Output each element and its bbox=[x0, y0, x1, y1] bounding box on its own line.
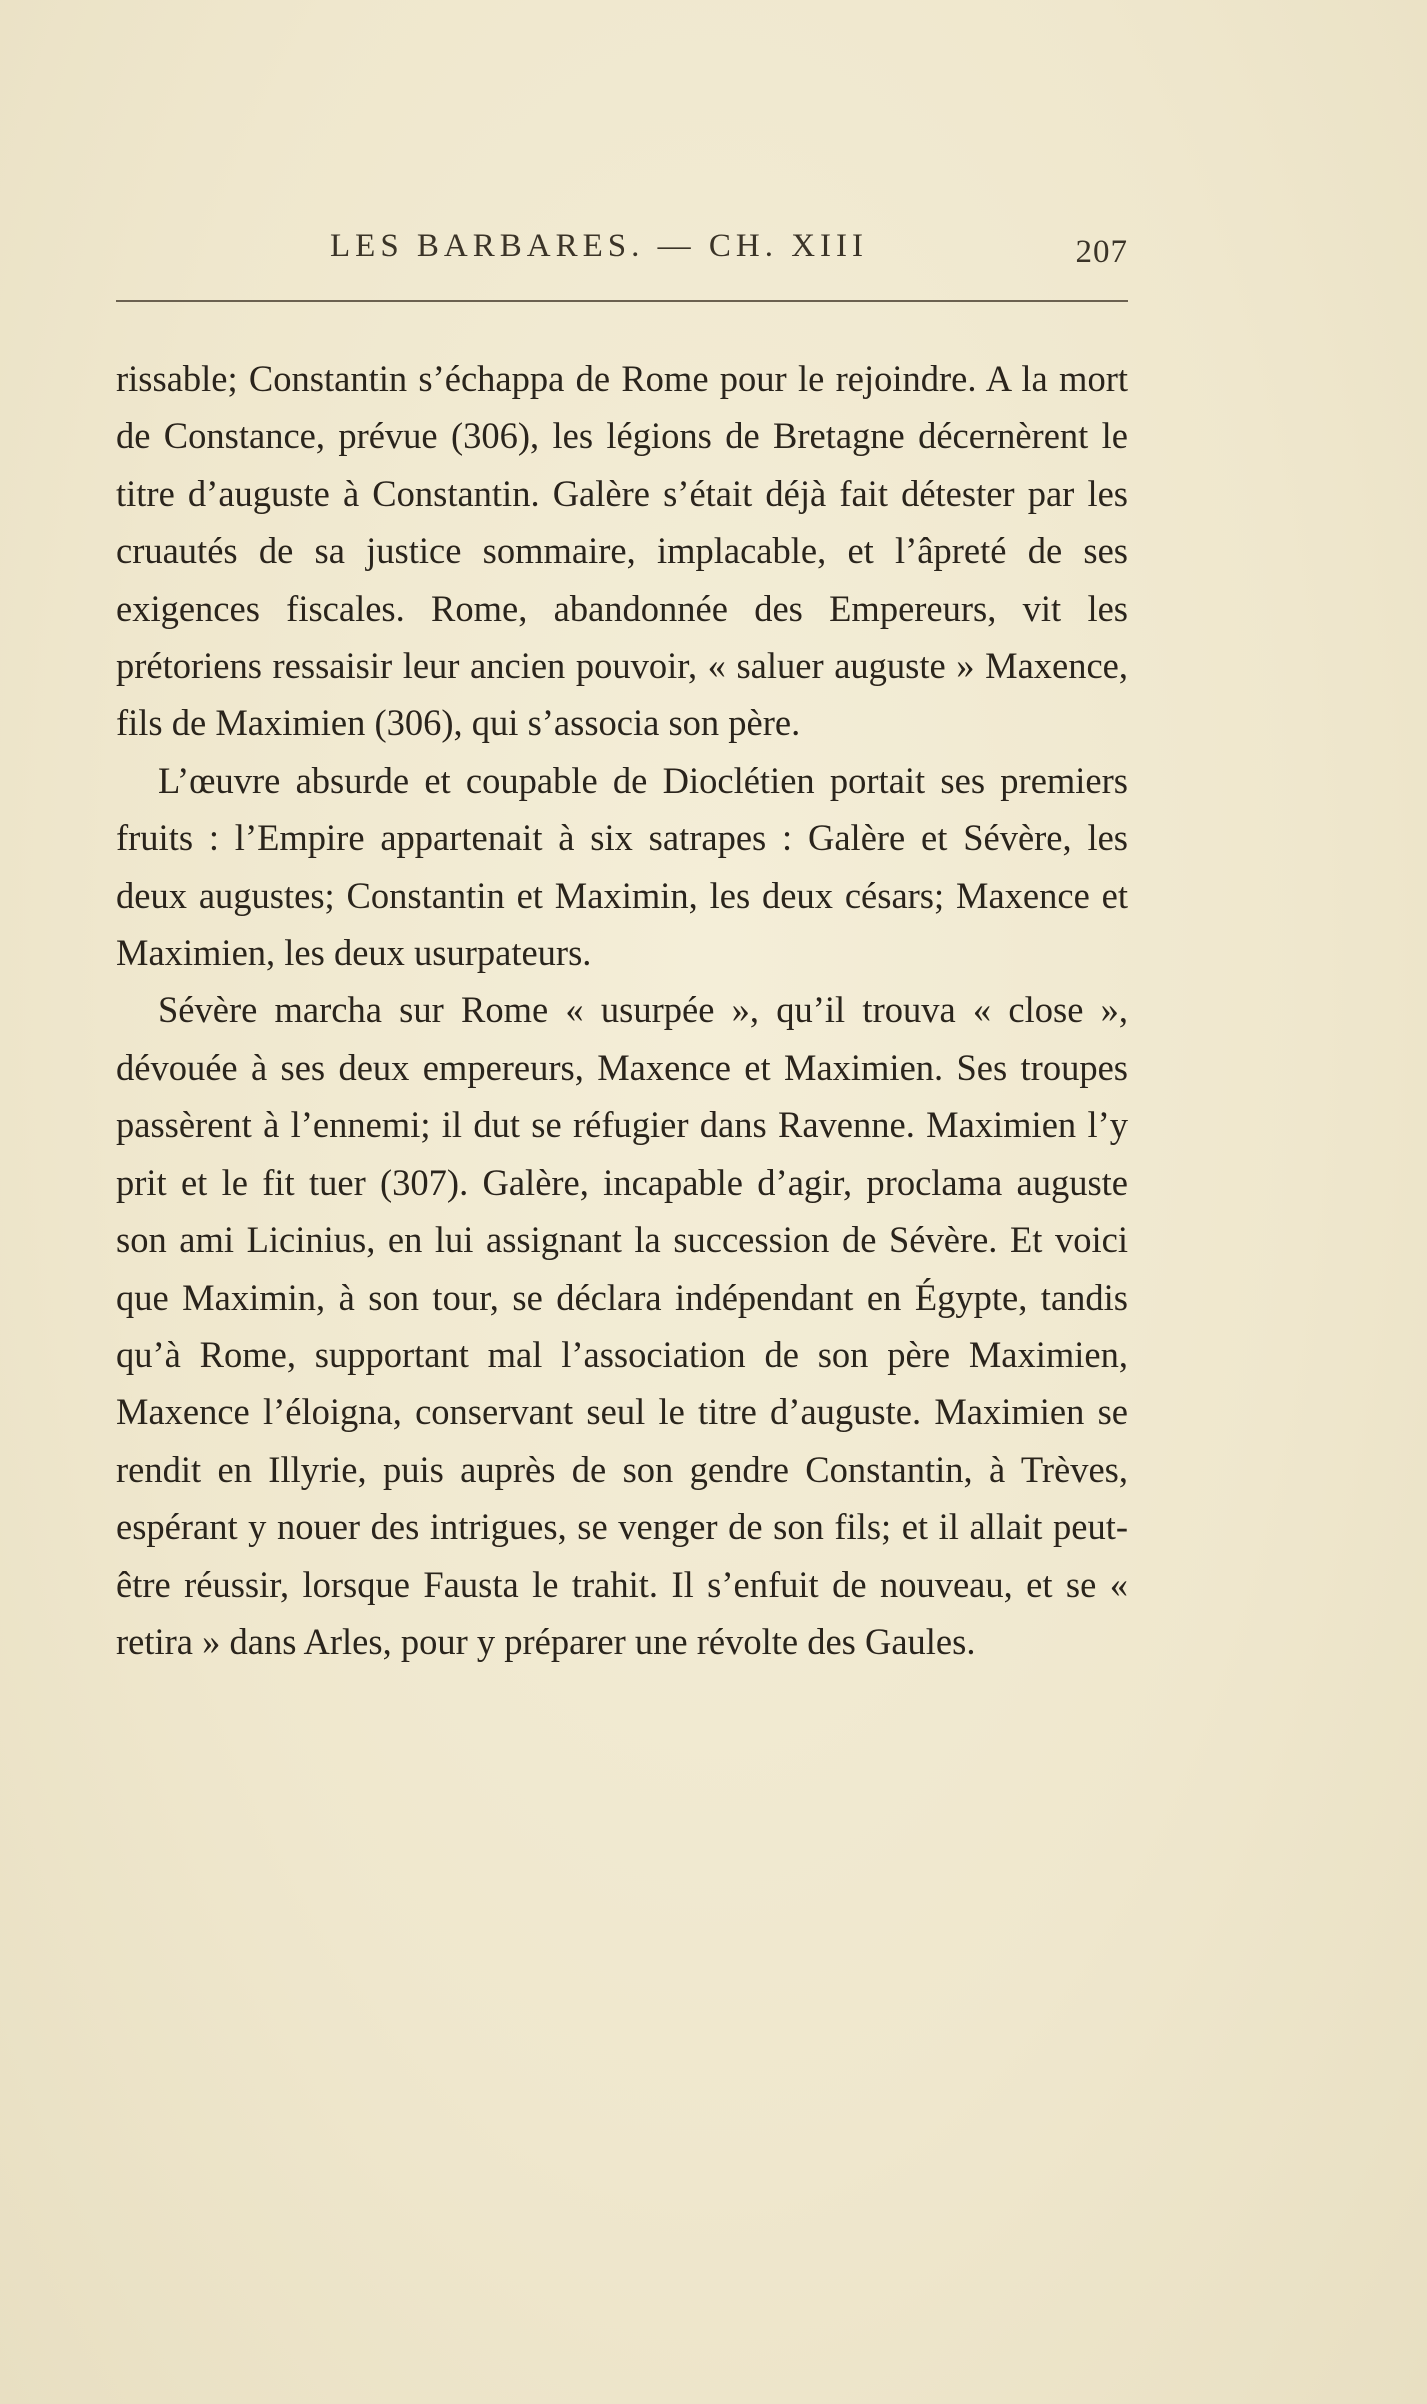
header-rule bbox=[116, 300, 1128, 302]
paragraph-3: Sévère marcha sur Rome « usurpée », qu’il trouva « close », dévouée à ses deux empereurs, Maxence et Maximien. Ses troupes passèrent à l’ennemi; il dut se réfugier dans Ravenne. Maximien l’y prit et le fit tuer (307). Galère, incapable d’agir, proclama auguste son ami Licinius, en lui assignant la succession de Sévère. Et voici que Maximin, à son tour, se déclara indépendant en Égypte, tandis qu’à Rome, supportant mal l’association de son père Maximien, Maxence l’éloigna, conservant seul le titre d’auguste. Maximien se rendit en Illyrie, puis auprès de son gendre Constantin, à Trèves, espérant y nouer des intrigues, se venger de son fils; et il allait peut-être réussir, lorsque Fausta le trahit. Il s’enfuit de nouveau, et se « retira » dans Arles, pour y préparer une révolte des Gaules. bbox=[116, 989, 1128, 1662]
body-text bbox=[116, 350, 1128, 1670]
running-title: LES BARBARES. — CH. XIII bbox=[330, 228, 869, 264]
page-header bbox=[116, 228, 1128, 284]
page-number: 207 bbox=[1075, 234, 1128, 270]
paragraph-2: L’œuvre absurde et coupable de Dioclétien portait ses premiers fruits : l’Empire appartenait à six satrapes : Galère et Sévère, les deux augustes; Constantin et Maximin, les deux césars; Maxence et Maximien, les deux usurpateurs. bbox=[116, 759, 1128, 974]
paragraph-1: rissable; Constantin s’échappa de Rome pour le rejoindre. A la mort de Constance, prévue (306), les légions de Bretagne décernèrent le titre d’auguste à Constantin. Galère s’était déjà fait détester par les cruautés de sa justice sommaire, implacable, et l’âpreté de ses exigences fiscales. Rome, abandonnée des Empereurs, vit les prétoriens ressaisir leur ancien pouvoir, « saluer auguste » Maxence, fils de Maximien (306), qui s’associa son père. bbox=[116, 358, 1128, 744]
